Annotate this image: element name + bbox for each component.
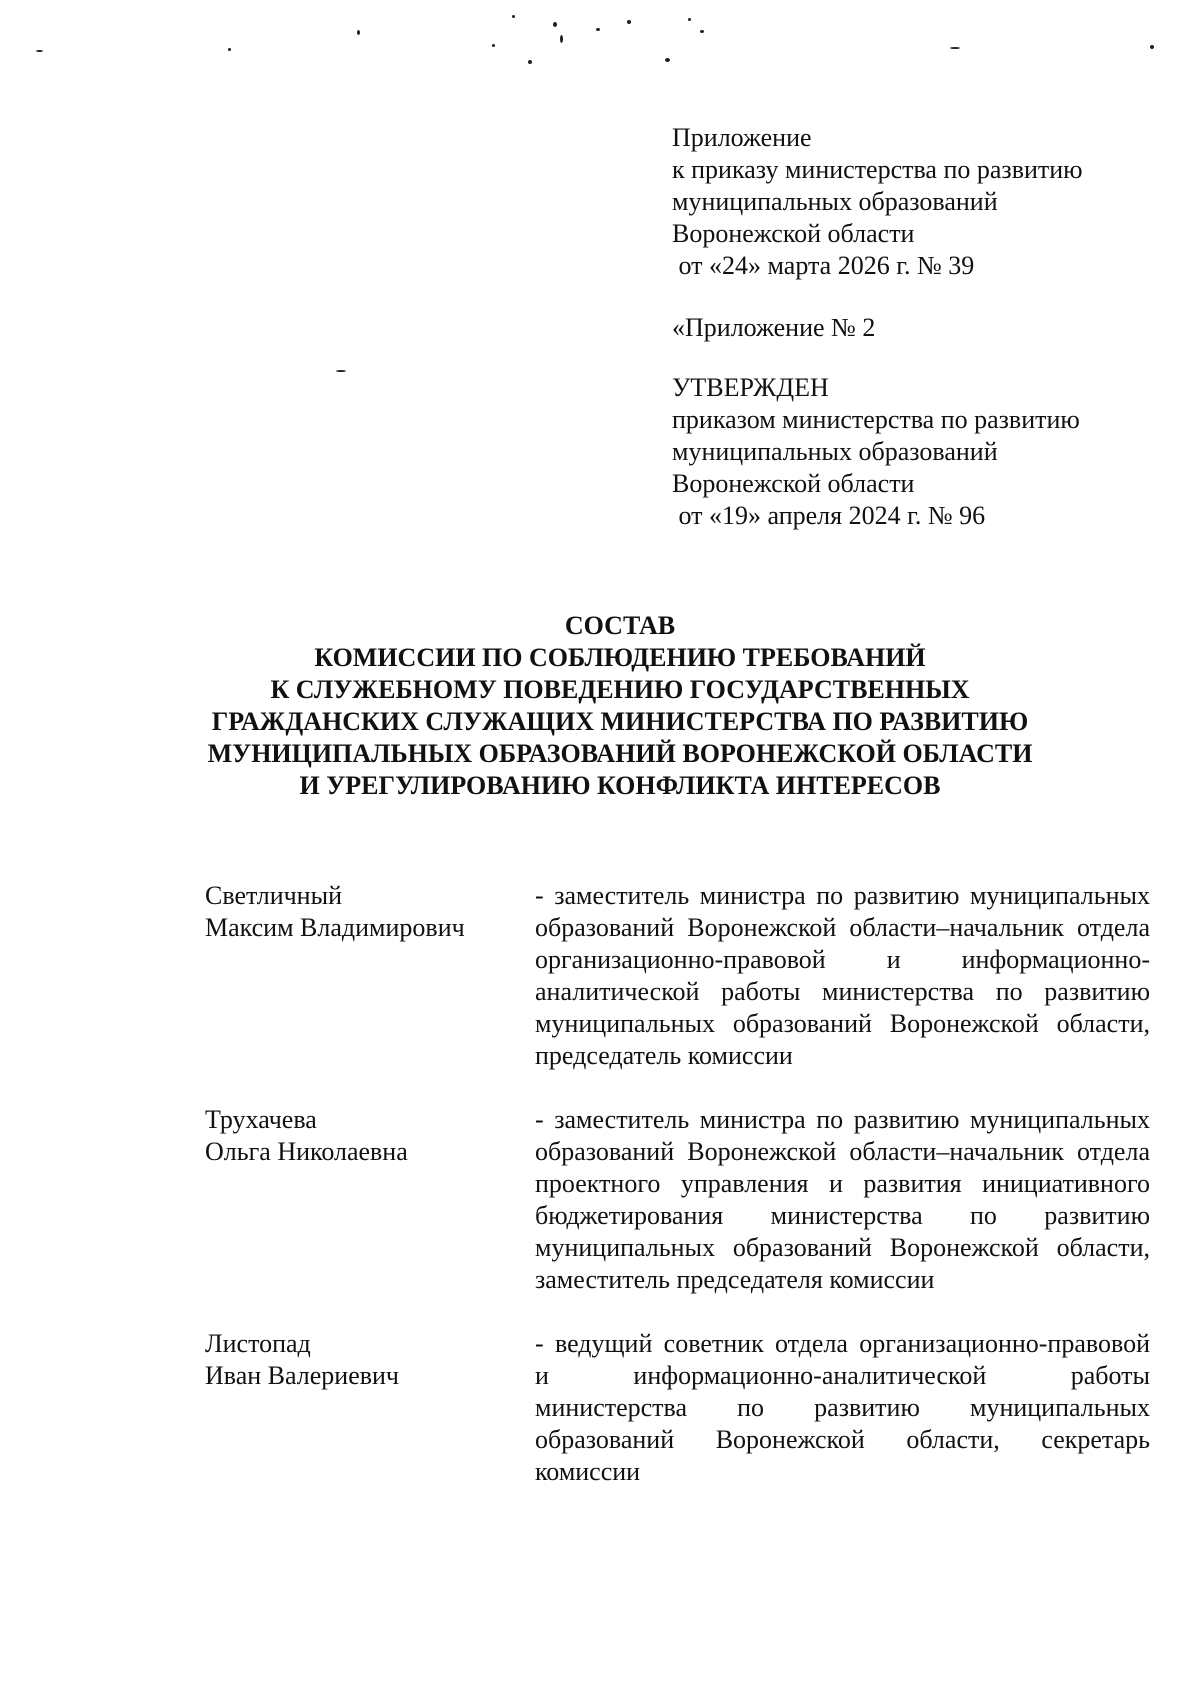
member-surname: Листопад (205, 1329, 311, 1358)
scan-speck (665, 58, 670, 62)
appendix-line: Приложение (672, 123, 812, 152)
scan-speck (627, 20, 631, 24)
scan-speck (1150, 45, 1154, 49)
member-role: - ведущий советник отдела организационно-правовой и информационно-аналитической работы министерства по развитию муниципальных образований Воронежской области, секретарь комиссии (535, 1329, 1150, 1486)
member-surname: Светличный (205, 881, 342, 910)
member-role: - заместитель министра по развитию муниципальных образований Воронежской области–начальник отдела проектного управления и развития инициативного бюджетирования министерства по развитию муниципальных образований Воронежской области, заместитель председателя комиссии (535, 1105, 1150, 1294)
member-row (205, 1328, 1150, 1488)
appendix-number-label: «Приложение № 2 (672, 313, 876, 342)
appendix-date-line: от «24» марта 2026 г. № 39 (672, 251, 975, 280)
approved-line: приказом министерства по развитию (672, 405, 1080, 434)
commission-members (205, 880, 1150, 1520)
member-name (205, 1104, 535, 1296)
appendix-line: к приказу министерства по развитию (672, 155, 1083, 184)
title-line: СОСТАВ (564, 611, 676, 640)
scan-speck (553, 22, 557, 27)
member-given-names: Максим Владимирович (205, 913, 465, 942)
scan-speck (688, 18, 691, 21)
scan-speck (357, 30, 360, 35)
scan-speck (700, 30, 704, 33)
title-line: И УРЕГУЛИРОВАНИЮ КОНФЛИКТА ИНТЕРЕСОВ (299, 771, 941, 800)
scan-speck (492, 44, 495, 47)
approved-line: Воронежской области (672, 469, 915, 498)
member-given-names: Ольга Николаевна (205, 1137, 408, 1166)
document-title (150, 610, 1090, 802)
scan-speck (512, 15, 515, 18)
member-row (205, 880, 1150, 1072)
member-given-names: Иван Валериевич (205, 1361, 400, 1390)
member-surname: Трухачева (205, 1105, 317, 1134)
scan-speck (36, 50, 43, 52)
title-line: МУНИЦИПАЛЬНЫХ ОБРАЗОВАНИЙ ВОРОНЕЖСКОЙ ОБЛАСТИ (207, 739, 1033, 768)
title-line: ГРАЖДАНСКИХ СЛУЖАЩИХ МИНИСТЕРСТВА ПО РАЗВИТИЮ (211, 707, 1029, 736)
approved-line: муниципальных образований (672, 437, 998, 466)
member-name (205, 880, 535, 1072)
scan-speck (596, 28, 600, 31)
appendix-line: Воронежской области (672, 219, 915, 248)
title-line: К СЛУЖЕБНОМУ ПОВЕДЕНИЮ ГОСУДАРСТВЕННЫХ (270, 675, 970, 704)
member-row (205, 1104, 1150, 1296)
appendix-line: муниципальных образований (672, 187, 998, 216)
appendix-block (672, 122, 1152, 532)
scan-speck (560, 35, 563, 43)
scan-speck (528, 60, 532, 64)
member-role: - заместитель министра по развитию муниципальных образований Воронежской области–начальник отдела организационно-правовой и информационно-аналитической работы министерства по развитию муниципальных образований Воронежской области, председатель комиссии (535, 881, 1150, 1070)
scan-speck (336, 370, 346, 372)
approved-date-line: от «19» апреля 2024 г. № 96 (672, 501, 986, 530)
title-line: КОМИССИИ ПО СОБЛЮДЕНИЮ ТРЕБОВАНИЙ (314, 643, 926, 672)
member-name (205, 1328, 535, 1488)
approved-line: УТВЕРЖДЕН (672, 373, 829, 402)
scan-speck (950, 47, 960, 49)
scan-speck (228, 48, 231, 51)
